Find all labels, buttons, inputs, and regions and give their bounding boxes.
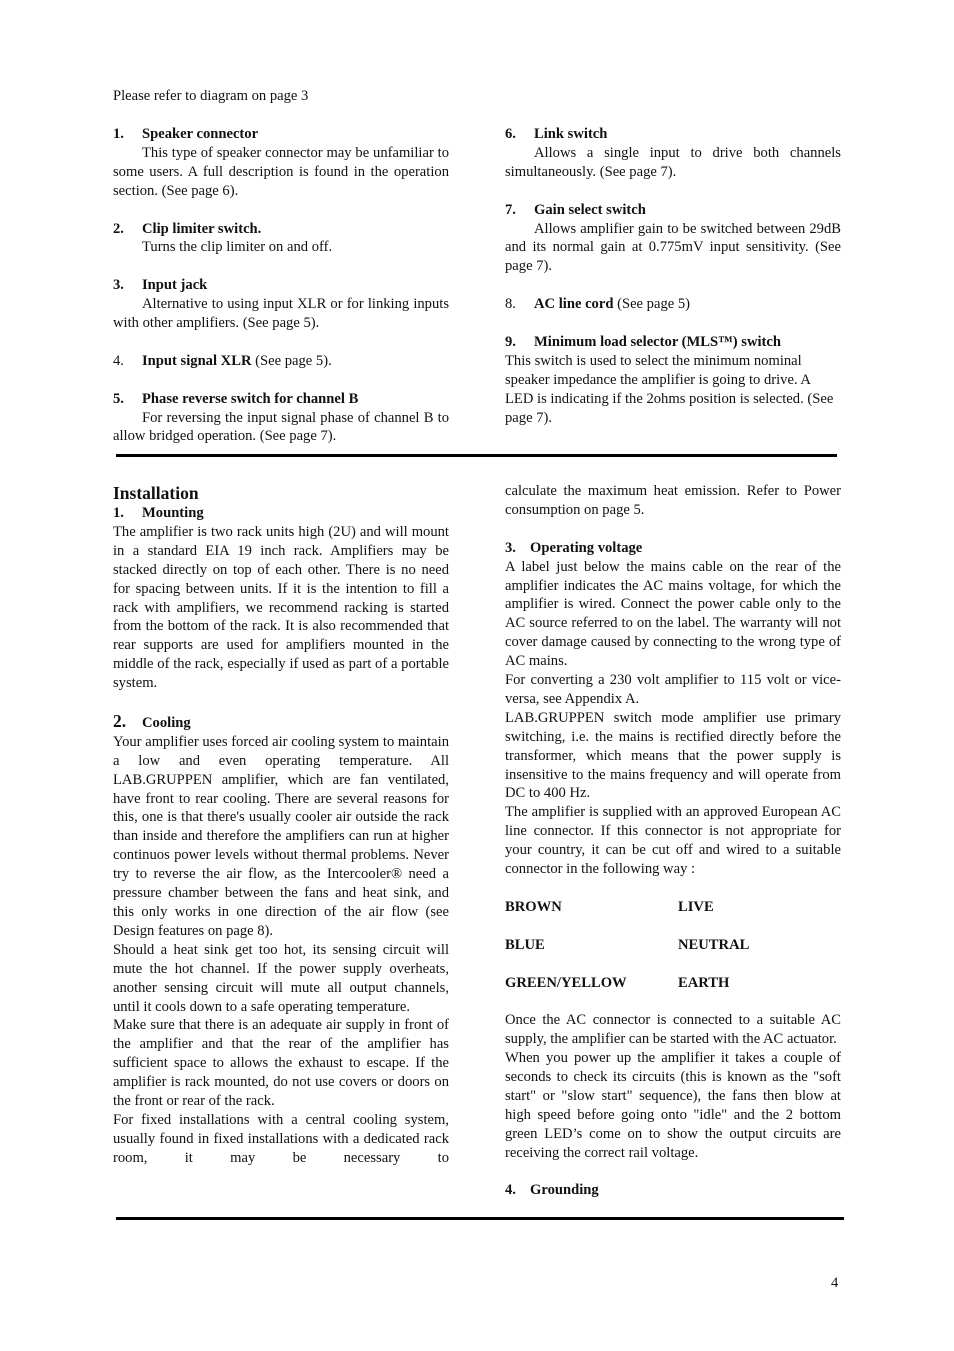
item-1-body: This type of speaker connector may be unfamiliar to some users. A full description is found in the operation section. (See page 6).	[113, 144, 449, 199]
cooling-paragraph: Your amplifier uses forced air cooling system to maintain a low and even operating temperature. All LAB.GRUPPEN amplifier, which are fan ventilated, have front to rear cooling. There are several reasons for this, one is that there's usually cooler air outside the rack than inside and therefore the amplifiers can run at higher continuos power levels without thermal problems. Never try to reverse the air flow, as the Intercooler® need a pressure chamber between the fans and heat sink, and this only works in one direction of the air flow (see Design features on page 8).	[113, 733, 449, 939]
item-7-body: Allows amplifier gain to be switched between 29dB and its normal gain at 0.775mV input sensitivity. (See page 7).	[505, 220, 841, 275]
voltage-paragraph: A label just below the mains cable on the rear of the amplifier indicates the AC mains voltage, for which the amplifier is wired. Connect the power cable only to the AC source referred to on the label. The warranty will not cover damage caused by connecting to the wrong type of AC mains.	[505, 558, 841, 670]
voltage-after-paragraph: Once the AC connector is connected to a suitable AC supply, the amplifier can be started with the AC actuator.	[505, 1012, 841, 1048]
item-2-heading: 2. Clip limiter switch.	[113, 220, 262, 237]
cooling-continued: calculate the maximum heat emission. Refer to Power consumption on page 5.	[505, 483, 841, 518]
section-divider	[116, 454, 837, 457]
voltage-heading: 3. Operating voltage	[505, 539, 643, 556]
item-2-body: Turns the clip limiter on and off.	[142, 239, 333, 256]
wire-function: NEUTRAL	[678, 936, 750, 953]
grounding-heading: 4. Grounding	[505, 1182, 599, 1199]
item-3-body: Alternative to using input XLR or for linking inputs with other amplifiers. (See page 5).	[113, 296, 449, 332]
item-5-heading: 5. Phase reverse switch for channel B	[113, 390, 359, 407]
item-5-body: For reversing the input signal phase of channel B to allow bridged operation. (See page 7).	[113, 409, 449, 445]
item-6-body: Allows a single input to drive both channels simultaneously. (See page 7).	[505, 144, 841, 180]
item-1-heading: 1. Speaker connector	[113, 126, 259, 142]
item-4-heading: 4. Input signal XLR (See page 5).	[113, 352, 332, 369]
voltage-paragraph: The amplifier is supplied with an approved European AC line connector. If this connector is not appropriate for your country, it can be cut off and wired to a suitable connector in the following way :	[505, 804, 841, 878]
item-9-heading: 9. Minimum load selector (MLS™) switch	[505, 333, 781, 350]
wire-function: LIVE	[678, 898, 714, 915]
top-right-column	[505, 125, 841, 427]
wire-color: GREEN/YELLOW	[505, 974, 627, 991]
top-left-column	[113, 125, 449, 446]
item-7-heading: 7. Gain select switch	[505, 201, 646, 218]
voltage-after-paragraph: When you power up the amplifier it takes a couple of seconds to check its circuits (this is known as the "soft start" or "slow start" sequence), the fans then blow at high speed before going onto "idle" and the 2 bottom green LED’s come on to show the output circuits are receiving the correct rail voltage.	[505, 1050, 841, 1161]
wiring-row	[505, 898, 749, 917]
item-3-heading: 3. Input jack	[113, 277, 208, 294]
item-9-body: This switch is used to select the minimum nominal speaker impedance the amplifier is going to drive. A LED is indicating if the 2ohms position is selected. (See page 7).	[505, 352, 834, 426]
wire-function: EARTH	[678, 974, 730, 991]
bottom-divider	[116, 1217, 844, 1220]
installation-left-column	[113, 483, 449, 1168]
cooling-paragraph: For fixed installations with a central cooling system, usually found in fixed installations with a dedicated rack room, it may be necessary to	[113, 1111, 449, 1166]
installation-right-column	[505, 482, 841, 1200]
voltage-paragraph: For converting a 230 volt amplifier to 115 volt or vice-versa, see Appendix A.	[505, 672, 841, 707]
voltage-paragraph: LAB.GRUPPEN switch mode amplifier use primary switching, i.e. the mains is rectified directly before the transformer, which means that the power supply is insensitive to the mains frequency and will operate from DC to 400 Hz.	[505, 709, 841, 802]
wiring-row	[505, 974, 749, 993]
cooling-heading: 2. Cooling	[113, 710, 191, 731]
installation-title: Installation	[113, 483, 199, 503]
page-number: 4	[831, 1275, 839, 1291]
wiring-row	[505, 936, 749, 955]
mounting-heading: 1. Mounting	[113, 505, 204, 521]
wiring-table	[505, 898, 749, 993]
item-6-heading: 6. Link switch	[505, 126, 608, 142]
item-8-heading: 8. AC line cord (See page 5)	[505, 296, 691, 313]
mounting-body: The amplifier is two rack units high (2U) and will mount in a standard EIA 19 inch rack. Amplifiers may be stacked directly on top of each other. There is no need for spacing between units. If it is the intention to fill a rack with amplifiers, we recommend racking is started from the bottom of the rack. It is also recommended that rear supports are used for amplifiers mounted in the middle of the rack, especially if used as part of a portable system.	[113, 523, 449, 692]
cooling-paragraph: Should a heat sink get too hot, its sensing circuit will mute the hot channel. If the power supply overheats, another sensing circuit will mute all output channels, until it cools down to a safe operating temperature.	[113, 941, 449, 1015]
intro-text: Please refer to diagram on page 3	[113, 88, 309, 104]
wire-color: BLUE	[505, 936, 545, 953]
wire-color: BROWN	[505, 898, 562, 915]
cooling-paragraph: Make sure that there is an adequate air supply in front of the amplifier and that the rear of the amplifier has sufficient space to allows the exhaust to escape. If the amplifier is rack mounted, do not use covers or doors on the front or rear of the rack.	[113, 1017, 449, 1110]
